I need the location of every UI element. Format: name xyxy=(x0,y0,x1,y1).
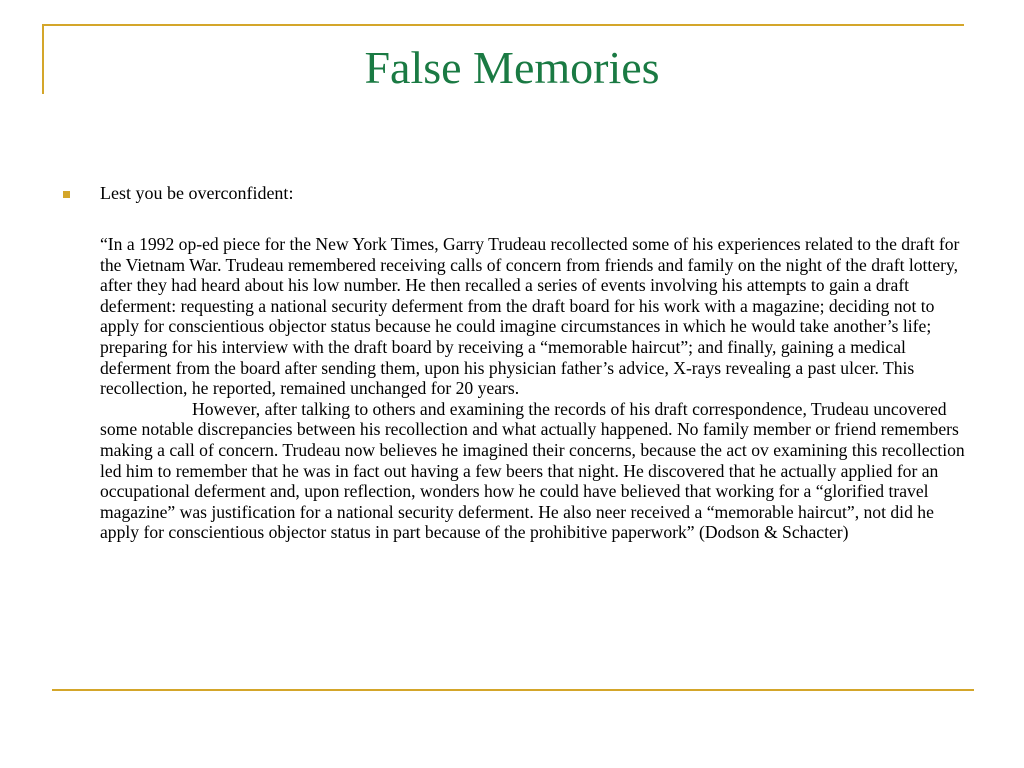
bullet-text: Lest you be overconfident: xyxy=(100,183,294,203)
frame-top-rule xyxy=(42,24,964,26)
frame-bottom-rule xyxy=(52,689,974,691)
square-bullet-icon xyxy=(63,191,70,198)
quote-paragraph-2: However, after talking to others and examining the records of his draft correspondence, Trudeau uncovered some notable discrepancies between his recollection and what actually happened. No family member or friend remembers making a call of concern. Trudeau now believes he imagined their concerns, because the act ov examining this recollection led him to remember that he was in fact out having a few beers that night. He discovered that he actually applied for an occupational deferment and, upon reflection, wonders how he could have believed that working for a “glorified travel magazine” was justification for a national security deferment. He also neer received a “memorable haircut”, not did he apply for conscientious objector status in part because of the prohibitive paperwork” (Dodson & Schacter) xyxy=(100,398,965,543)
quote-paragraph-1: “In a 1992 op-ed piece for the New York Times, Garry Trudeau recollected some of his experiences related to the draft for the Vietnam War. Trudeau remembered receiving calls of concern from friends and family on the night of the draft lottery, after they had heard about his low number. He then recalled a series of events involving his attempts to gain a draft deferment: requesting a national security deferment from the draft board for his work with a magazine; deciding not to apply for conscientious objector status because he could imagine circumstances in which he would take another’s life; preparing for his interview with the draft board by receiving a “memorable haircut”; and finally, gaining a medical deferment from the board after sending them, upon his physician father’s advice, X-rays revealing a past ulcer. This recollection, he reported, remained unchanged for 20 years. xyxy=(100,234,960,399)
slide-title: False Memories xyxy=(364,42,660,93)
quote-block xyxy=(100,234,974,543)
